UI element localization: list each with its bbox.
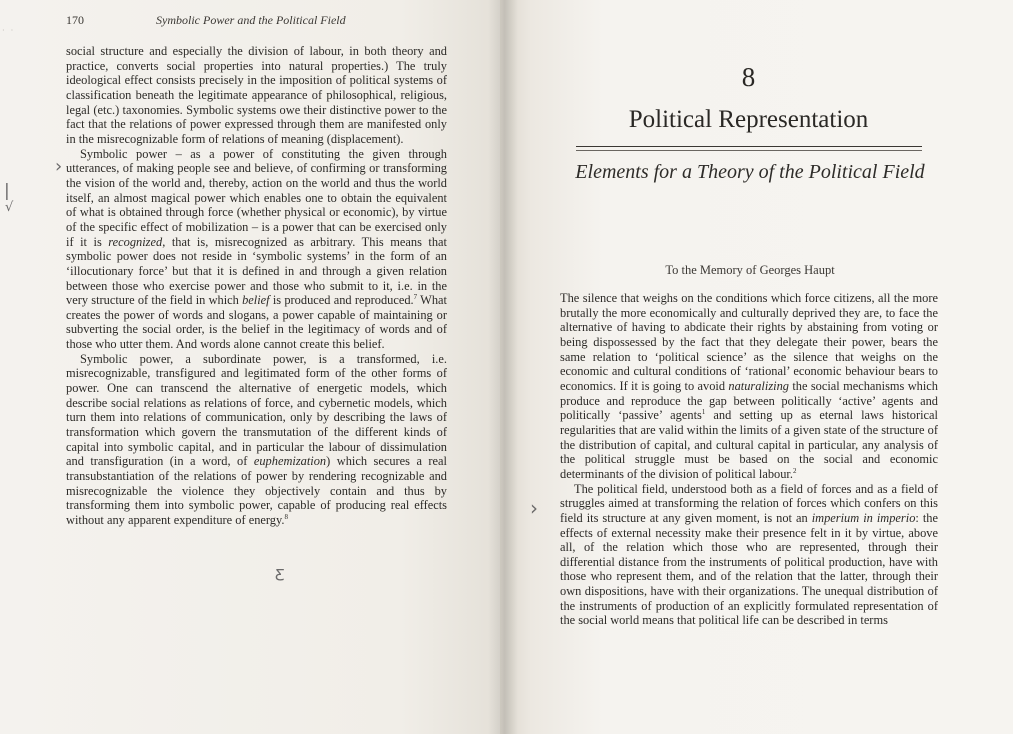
paragraph bbox=[66, 147, 447, 352]
italic-text: recognized bbox=[108, 234, 163, 249]
title-rule bbox=[576, 146, 922, 147]
scan-speck: · · bbox=[2, 26, 16, 35]
text-run: the social mechanisms which produce and reproduce the gap between politically ‘active’ agents and politically ‘passive’ agents bbox=[560, 378, 938, 423]
text-run: ) which secures a real transubstantiation of the relations of power by rendering recognizable and misrecognizable the violence they objectively contain and thus by transforming them into symbolic power, capable of producing real effects without any apparent expenditure of energy. bbox=[66, 454, 447, 527]
text-run: social structure and especially the division of labour, in both theory and practice, converts social properties into natural properties.) The truly ideological effect consists precisely in the imposition of political systems of classification beneath the legitimate appearance of philosophical, religious, legal (etc.) taxonomies. Symbolic systems owe their distinctive power to the fact that the relations of power expressed through them are manifested only in the misrecognizable form of relations of meaning (displacement). bbox=[66, 44, 447, 146]
footnote-ref: 8 bbox=[284, 512, 288, 521]
text-run: What creates the power of words and slogans, a power capable of maintaining or subverting the social order, is the belief in the legitimacy of words and of those who utter them. And words alone cannot create this belief. bbox=[66, 293, 447, 352]
chapter-title: Political Representation bbox=[628, 106, 869, 133]
gutter-shadow bbox=[488, 0, 518, 734]
text-run: The political field, understood both as a field of forces and as a field of struggles aimed at transforming the relation of forces which confers on this field its structure at any given moment, is not an bbox=[560, 481, 938, 525]
page-number: 170 bbox=[66, 13, 84, 27]
text-run: , that is, misrecognized as arbitrary. This means that symbolic power does not reside in ‘symbolic systems’ in the form of an ‘illocutionary force’ but that it is defined in and through a given relation between those who exercise power and those who submit to it, i.e. in the very structure of the field in which bbox=[66, 234, 447, 308]
chapter-number: 8 bbox=[741, 62, 756, 92]
text-run: is produced and reproduced. bbox=[269, 293, 414, 308]
paragraph bbox=[66, 352, 447, 528]
footnote-ref: 2 bbox=[792, 466, 797, 475]
footnote-ref: 1 bbox=[701, 408, 706, 417]
text-run: Symbolic power, a subordinate power, is a transformed, i.e. misrecognizable, transfigured and legitimated form of the other forms of power. One can transcend the alternative of energetic models, which describe social relations as relations of force, and cybernetic models, which turn them into relations of communication, only by describing the laws of transformation which govern the transmutation of the different kinds of capital into symbolic capital, and in particular the labour of dissimulation and transfiguration (in a word, of bbox=[66, 351, 447, 469]
footnote-ref: 7 bbox=[413, 293, 418, 302]
italic-text: imperium in imperio bbox=[811, 510, 916, 525]
paragraph bbox=[560, 482, 938, 629]
running-head bbox=[66, 13, 466, 28]
italic-text: belief bbox=[242, 293, 270, 308]
dedication: To the Memory of Georges Haupt bbox=[665, 263, 835, 277]
running-title: Symbolic Power and the Political Field bbox=[156, 13, 346, 27]
handwritten-arrow-mark: › bbox=[530, 496, 538, 520]
text-run: The silence that weighs on the conditions which force citizens, all the more brutally the more economically and culturally deprived they are, to face the alternative of having to abdicate their rights by abstaining from voting or being dispossessed by the fact that they delegate their power, bears the same relation to ‘political science’ as the silence that weighs on the economic and cultural conditions of ‘rational’ economic behaviour bears to economics. If it is going to avoid bbox=[560, 291, 938, 393]
italic-text: naturalizing bbox=[728, 378, 789, 393]
text-run: and setting up as eternal laws historical regularities that are valid within the limits of a given state of the structure of the distribution of capital, and cultural capital in particular, any analysis of the political struggle must be based on the social and economic determinants of the division of political labour. bbox=[560, 408, 938, 481]
left-page bbox=[0, 0, 500, 734]
title-rule-thin bbox=[576, 150, 922, 151]
handwritten-squiggle-mark: Ƹ bbox=[275, 566, 285, 584]
left-body-text bbox=[66, 44, 447, 528]
handwritten-arrow-mark: › bbox=[55, 156, 63, 177]
right-body-text bbox=[560, 291, 938, 628]
handwritten-bar-mark: | bbox=[4, 181, 10, 201]
paragraph bbox=[560, 291, 938, 482]
paragraph bbox=[66, 44, 447, 147]
chapter-subtitle: Elements for a Theory of the Political Field bbox=[575, 161, 925, 183]
italic-text: euphemization bbox=[253, 454, 327, 469]
handwritten-tick-mark: √ bbox=[5, 200, 14, 215]
text-run: Symbolic power – as a power of constituting the given through utterances, of making people see and believe, of confirming or transforming the vision of the world and, thereby, action on the world and thus the world itself, an almost magical power which enables one to obtain the equivalent of what is obtained through force (whether physical or economic), by virtue of the specific effect of mobilization – is a power that can be exercised only if it is bbox=[66, 146, 447, 249]
text-run: : the effects of external necessity make their presence felt in it by virtue, above all, of the relation which those who are represented, through their differential distance from the instruments of political production, have with those who represent them, and of the relation that the latter, through their own dispositions, have with their organizations. The unequal distribution of the instruments of production of an explicitly formulated representation of the social world means that political life can be described in terms bbox=[560, 510, 938, 628]
